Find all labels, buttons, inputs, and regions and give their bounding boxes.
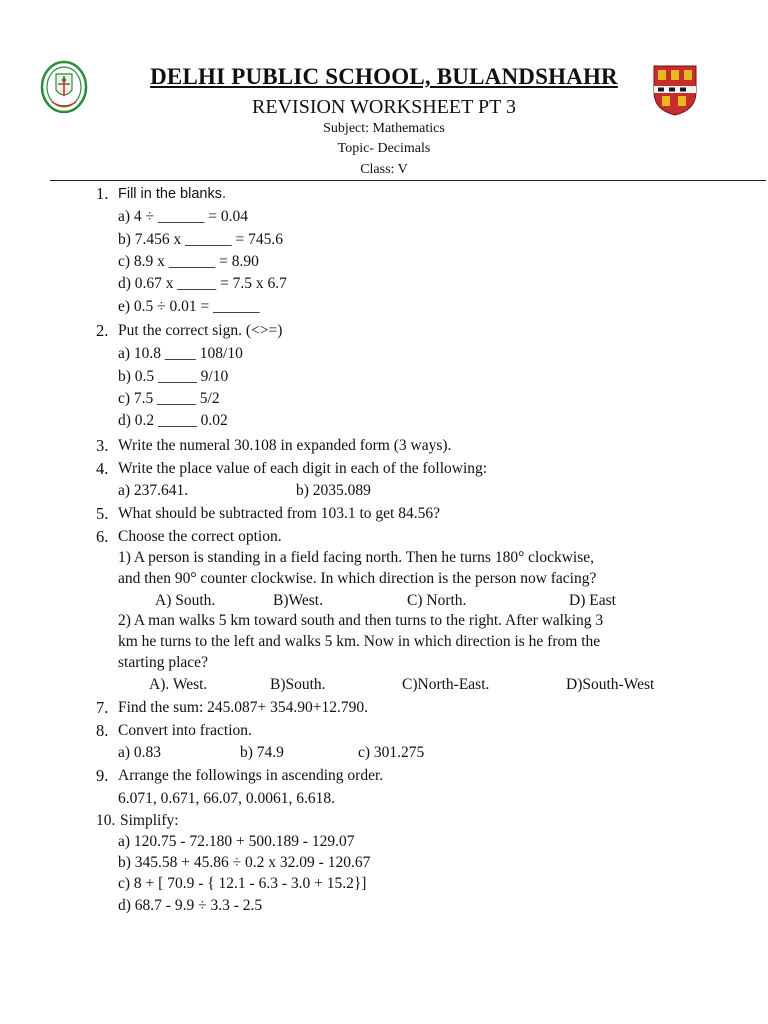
- problem-text: and then 90° counter clockwise. In which direction is the person now facing?: [118, 570, 597, 587]
- question-text: Write the numeral 30.108 in expanded form (3 ways).: [118, 437, 452, 454]
- question-text: Simplify:: [120, 812, 179, 829]
- problem-text: km he turns to the left and walks 5 km. Now in which direction is he from the: [118, 633, 601, 650]
- option-d: D)South-West: [566, 676, 655, 693]
- sub-item: c) 7.5 _____ 5/2: [118, 390, 220, 407]
- option-c: C)North-East.: [402, 676, 490, 693]
- problem-text: 2) A man walks 5 km toward south and then turns to the right. After walking 3: [118, 612, 604, 629]
- question-number: 5.: [96, 504, 109, 523]
- number-sequence: 6.071, 0.671, 66.07, 0.0061, 6.618.: [118, 790, 335, 807]
- question-number: 10.: [96, 812, 116, 829]
- sub-item: a) 120.75 - 72.180 + 500.189 - 129.07: [118, 833, 355, 850]
- sub-item: a) 4 ÷ ______ = 0.04: [118, 208, 249, 225]
- topic-line: Topic- Decimals: [337, 141, 431, 156]
- question-text: Arrange the followings in ascending order.: [118, 767, 384, 784]
- question-number: 9.: [96, 766, 109, 785]
- option-d: D) East: [569, 592, 616, 609]
- subject-line: Subject: Mathematics: [323, 121, 445, 136]
- question-number: 3.: [96, 436, 109, 455]
- option-b: B)South.: [270, 676, 326, 693]
- header-divider: [50, 180, 766, 181]
- question-text: Fill in the blanks.: [118, 186, 226, 202]
- sub-item: b) 2035.089: [296, 482, 371, 499]
- sub-item: d) 68.7 - 9.9 ÷ 3.3 - 2.5: [118, 897, 263, 914]
- sub-item: a) 0.83: [118, 744, 162, 761]
- option-c: C) North.: [407, 592, 467, 609]
- option-b: B)West.: [273, 592, 323, 609]
- question-text: What should be subtracted from 103.1 to get 84.56?: [118, 505, 440, 522]
- sub-item: c) 8 + [ 70.9 - { 12.1 - 6.3 - 3.0 + 15.2}]: [118, 875, 367, 892]
- school-name: DELHI PUBLIC SCHOOL, BULANDSHAHR: [150, 64, 618, 89]
- sub-item: b) 7.456 x ______ = 745.6: [118, 231, 284, 248]
- sub-item: a) 237.641.: [118, 482, 189, 499]
- sub-item: b) 74.9: [240, 744, 284, 761]
- question-number: 6.: [96, 527, 109, 546]
- question-text: Convert into fraction.: [118, 722, 252, 739]
- question-number: 4.: [96, 459, 109, 478]
- sub-item: c) 8.9 x ______ = 8.90: [118, 253, 259, 270]
- sub-item: b) 0.5 _____ 9/10: [118, 368, 229, 385]
- problem-text: 1) A person is standing in a field facing north. Then he turns 180° clockwise,: [118, 549, 594, 566]
- question-text: Choose the correct option.: [118, 528, 282, 545]
- sub-item: b) 345.58 + 45.86 ÷ 0.2 x 32.09 - 120.67: [118, 854, 371, 871]
- sub-item: d) 0.67 x _____ = 7.5 x 6.7: [118, 275, 287, 292]
- worksheet-title: REVISION WORKSHEET PT 3: [252, 96, 516, 118]
- sub-item: a) 10.8 ____ 108/10: [118, 345, 243, 362]
- question-text: Put the correct sign. (<>=): [118, 322, 283, 339]
- sub-item: d) 0.2 _____ 0.02: [118, 412, 228, 429]
- sub-item: c) 301.275: [358, 744, 425, 761]
- problem-text: starting place?: [118, 654, 208, 671]
- question-number: 1.: [96, 184, 109, 203]
- question-number: 2.: [96, 321, 109, 340]
- option-a: A). West.: [149, 676, 208, 693]
- question-number: 7.: [96, 698, 109, 717]
- option-a: A) South.: [155, 592, 216, 609]
- sub-item: e) 0.5 ÷ 0.01 = ______: [118, 298, 260, 315]
- question-text: Find the sum: 245.087+ 354.90+12.790.: [118, 699, 368, 716]
- question-number: 8.: [96, 721, 109, 740]
- class-line: Class: V: [360, 162, 408, 177]
- question-text: Write the place value of each digit in each of the following:: [118, 460, 488, 477]
